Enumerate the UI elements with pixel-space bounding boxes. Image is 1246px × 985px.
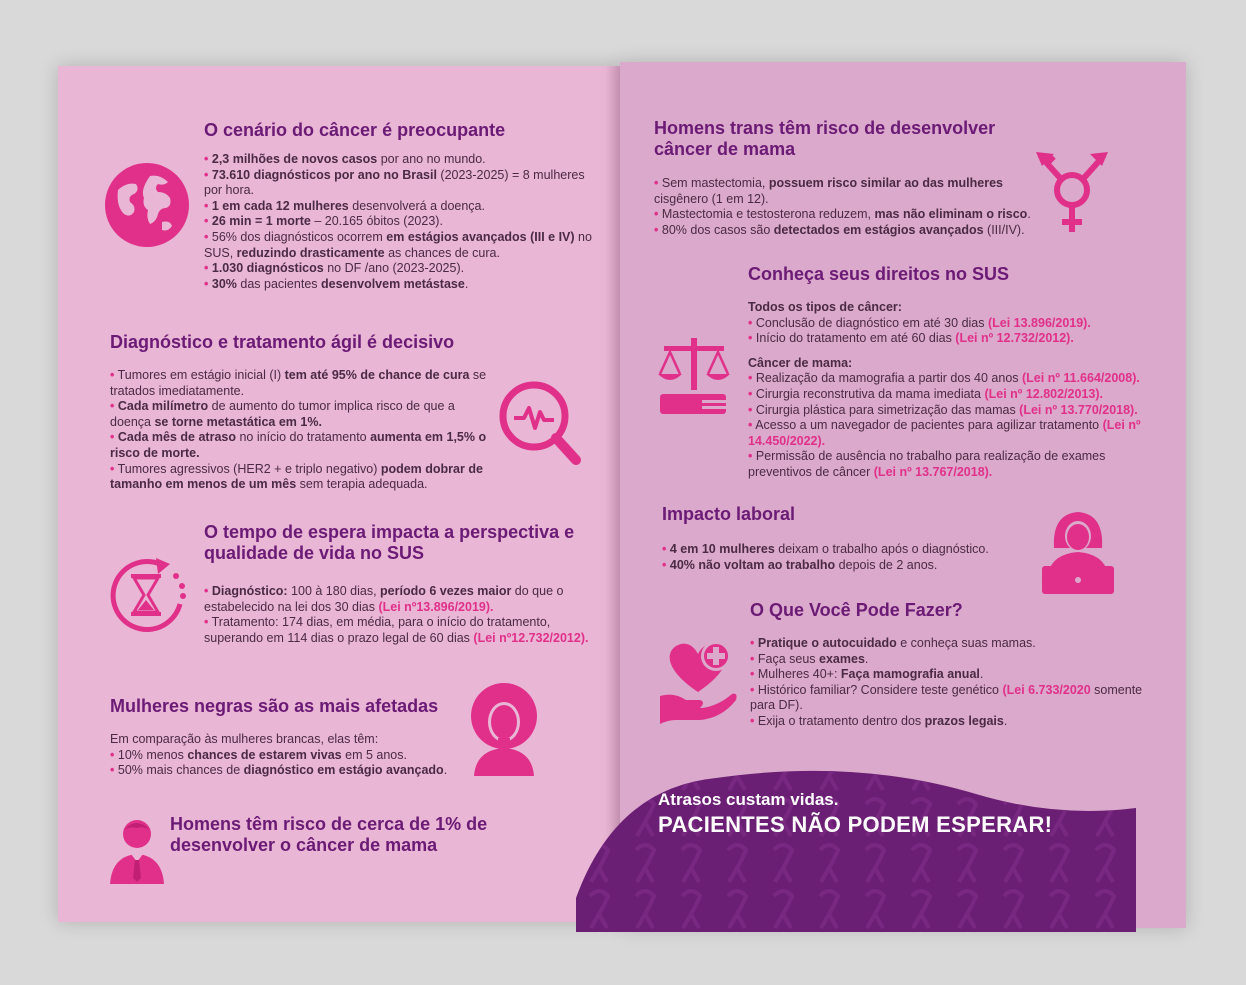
section-list-diagnostico — [110, 368, 490, 493]
section-list-tempo-espera — [204, 584, 594, 646]
list-item: • Histórico familiar? Considere teste genético (Lei 6.733/2020 somente para DF). — [750, 682, 1143, 713]
list-item: • Mulheres 40+: Faça mamografia anual. — [750, 667, 984, 682]
banner-line-1: Atrasos custam vidas. — [658, 790, 839, 809]
list-item: • Tumores em estágio inicial (I) tem até 95% de chance de cura se tratados imediatamente. — [110, 368, 487, 398]
list-item: • Cada milímetro de aumento do tumor implica risco de que a doença se torne metastática em 1%. — [110, 399, 455, 429]
hourglass-clock-icon — [104, 552, 190, 638]
list-item: • Faça seus exames. — [750, 651, 869, 666]
list-item: • Tumores agressivos (HER2 + e triplo negativo) podem dobrar de tamanho em menos de um mês sem terapia adequada. — [110, 461, 483, 492]
list-item: • Cirurgia reconstrutiva da mama imediata (Lei nº 12.802/2013). — [748, 386, 1103, 401]
transgender-symbol-icon — [1034, 146, 1110, 238]
section-list-cenario — [204, 152, 594, 292]
list-item: • Acesso a um navegador de pacientes para agilizar tratamento (Lei nº 14.450/2022). — [748, 418, 1141, 448]
section-title-tempo-espera: O tempo de espera impacta a perspectiva e qualidade de vida no SUS — [204, 522, 575, 563]
list-item: • Pratique o autocuidado e conheça suas mamas. — [750, 636, 1036, 650]
magnifier-pulse-icon — [496, 378, 582, 466]
section-list-mulheres-negras — [110, 732, 470, 779]
list-item: • Tratamento: 174 dias, em média, para o início do tratamento, superando em 114 dias o prazo legal de 60 dias (Lei nº12.732/2012). — [204, 615, 589, 645]
list-item: • 50% mais chances de diagnóstico em estágio avançado. — [110, 763, 448, 778]
list-item: • Conclusão de diagnóstico em até 30 dias (Lei 13.896/2019). — [748, 315, 1091, 330]
section-title-homens-trans: Homens trans têm risco de desenvolver câncer de mama — [654, 118, 996, 159]
list-item: • 40% não voltam ao trabalho depois de 2 anos. — [662, 557, 938, 572]
cta-banner-background — [576, 748, 1136, 938]
list-item: • Diagnóstico: 100 à 180 dias, período 6 vezes maior do que o estabelecido na lei dos 30 dias (Lei nº13.896/2019). — [204, 584, 564, 614]
section-list-impacto-laboral — [662, 542, 1042, 573]
woman-afro-icon — [462, 680, 546, 776]
list-item: • 1 em cada 12 mulheres desenvolverá a doença. — [204, 198, 485, 213]
left-panel — [58, 66, 620, 922]
subheading-todos: Todos os tipos de câncer: — [748, 300, 902, 314]
woman-laptop-icon — [1040, 508, 1116, 596]
heart-hand-icon — [658, 634, 744, 724]
list-item: • Permissão de ausência no trabalho para realização de exames preventivos de câncer (Lei nº 13.767/2018). — [748, 449, 1106, 479]
list-item: • Início do tratamento em até 60 dias (Lei nº 12.732/2012). — [748, 331, 1074, 346]
businessman-icon — [108, 816, 166, 884]
section-intro: Em comparação às mulheres brancas, elas têm: — [110, 732, 379, 746]
list-item: • 56% dos diagnósticos ocorrem em estágios avançados (III e IV) no SUS, reduzindo drasticamente as chances de cura. — [204, 229, 592, 260]
section-title-direitos: Conheça seus direitos no SUS — [748, 264, 1010, 284]
list-item: • 26 min = 1 morte – 20.165 óbitos (2023). — [204, 214, 443, 229]
list-item: • Realização da mamografia a partir dos 40 anos (Lei nº 11.664/2008). — [748, 371, 1140, 386]
list-item: • 30% das pacientes desenvolvem metástase. — [204, 276, 469, 291]
banner-line-2: PACIENTES NÃO PODEM ESPERAR! — [658, 812, 1053, 837]
list-item: • Cirurgia plástica para simetrização das mamas (Lei nº 13.770/2018). — [748, 402, 1138, 417]
list-item: • Exija o tratamento dentro dos prazos legais. — [750, 713, 1008, 728]
list-item: • 73.610 diagnósticos por ano no Brasil (2023-2025) = 8 mulheres por hora. — [204, 167, 585, 198]
section-title-homens: Homens têm risco de cerca de 1% de desenvolver o câncer de mama — [170, 814, 488, 855]
section-title-cenario: O cenário do câncer é preocupante — [204, 120, 506, 140]
section-title-mulheres-negras: Mulheres negras são as mais afetadas — [110, 696, 439, 716]
section-list-o-que-fazer — [750, 636, 1170, 730]
list-item: • Sem mastectomia, possuem risco similar ao das mulheres cisgênero (1 em 12). — [654, 176, 1003, 206]
list-item: • 1.030 diagnósticos no DF /ano (2023-2025). — [204, 261, 465, 276]
section-list-direitos — [748, 300, 1168, 481]
list-item: • Cada mês de atraso no início do tratamento aumenta em 1,5% o risco de morte. — [110, 430, 487, 460]
list-item: • 2,3 milhões de novos casos por ano no mundo. — [204, 152, 486, 166]
list-item: • 80% dos casos são detectados em estágios avançados (III/IV). — [654, 222, 1025, 237]
list-item: • 4 em 10 mulheres deixam o trabalho após o diagnóstico. — [662, 542, 989, 556]
scales-justice-icon — [656, 334, 732, 418]
globe-icon — [104, 162, 190, 248]
subheading-mama: Câncer de mama: — [748, 355, 853, 370]
list-item: • Mastectomia e testosterona reduzem, mas não eliminam o risco. — [654, 207, 1031, 222]
section-title-diagnostico: Diagnóstico e tratamento ágil é decisivo — [110, 332, 455, 352]
section-title-o-que-fazer: O Que Você Pode Fazer? — [750, 600, 963, 620]
list-item: • 10% menos chances de estarem vivas em 5 anos. — [110, 747, 407, 762]
section-title-impacto-laboral: Impacto laboral — [662, 504, 796, 524]
brochure-spread — [58, 62, 1186, 928]
section-list-homens-trans — [654, 176, 1044, 238]
